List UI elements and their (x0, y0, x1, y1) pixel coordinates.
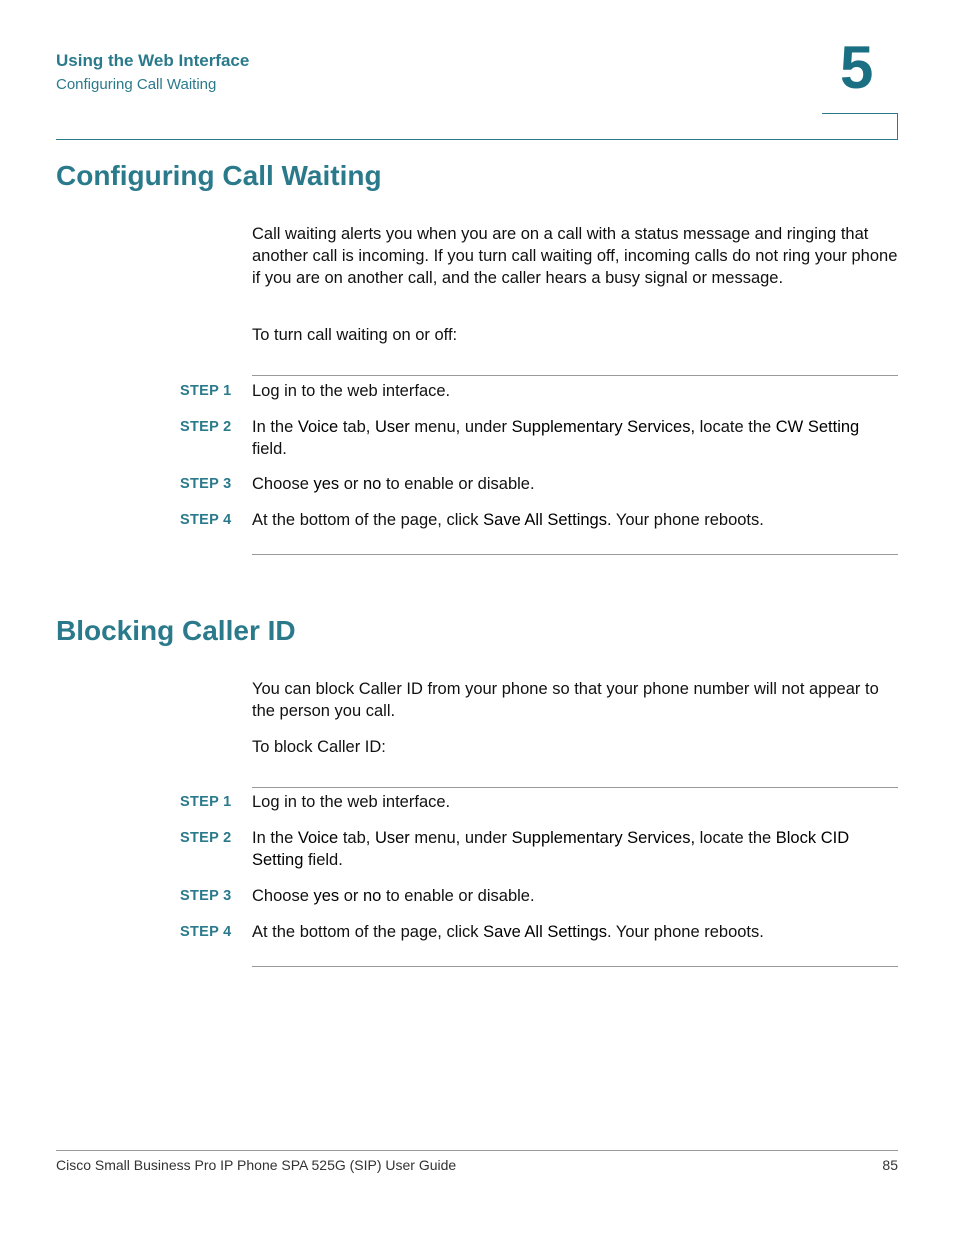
header-divider (56, 139, 898, 140)
step-text: In the Voice tab, User menu, under Supplementary Services, locate the CW Setting field. (252, 418, 860, 458)
procedure-lead: To block Caller ID: (252, 738, 386, 756)
step-text: At the bottom of the page, click Save All Settings. Your phone reboots. (252, 923, 764, 941)
step-text: Choose yes or no to enable or disable. (252, 887, 535, 905)
ui-term: Voice (297, 829, 339, 847)
step-text: In the Voice tab, User menu, under Supplementary Services, locate the Block CID Setting field. (252, 829, 850, 869)
step-text: Log in to the web interface. (252, 382, 451, 400)
section-intro: You can block Caller ID from your phone so that your phone number will not appear to the person you call. (252, 680, 879, 720)
ui-term: Supplementary Services, (511, 829, 696, 847)
procedure-bottom-rule (252, 554, 898, 555)
procedure-lead: To turn call waiting on or off: (252, 326, 458, 344)
ui-term: CW Setting (775, 418, 860, 436)
ui-term: User (374, 829, 410, 847)
procedure-top-rule (252, 375, 898, 376)
section-heading: Blocking Caller ID (56, 615, 296, 646)
step-label: STEP 4 (180, 924, 232, 940)
step-text: Log in to the web interface. (252, 793, 451, 811)
footer-divider (56, 1150, 898, 1151)
step-label: STEP 1 (180, 794, 232, 810)
footer-title: Cisco Small Business Pro IP Phone SPA 525G (SIP) User Guide (56, 1157, 457, 1173)
step-text: At the bottom of the page, click Save All Settings. Your phone reboots. (252, 511, 764, 529)
step-label: STEP 2 (180, 419, 232, 435)
step-label: STEP 3 (180, 476, 232, 492)
ui-term: yes (313, 887, 340, 905)
running-header-section: Configuring Call Waiting (56, 76, 217, 93)
step-label: STEP 4 (180, 512, 232, 528)
running-header-chapter: Using the Web Interface (56, 51, 250, 70)
step-label: STEP 1 (180, 383, 232, 399)
step-label: STEP 3 (180, 888, 232, 904)
procedure-top-rule (252, 787, 898, 788)
ui-term: yes (313, 475, 340, 493)
chapter-number: 5 (840, 34, 874, 101)
ui-term: Save All Settings (483, 923, 607, 941)
ui-term: Voice (297, 418, 339, 436)
section-intro: Call waiting alerts you when you are on a call with a status message and ringing that another call is incoming. If you turn call waiting off, incoming calls do not ring your phone if you are on another call, and the caller hears a busy signal or message. (252, 225, 898, 287)
step-text: Choose yes or no to enable or disable. (252, 475, 535, 493)
step-label: STEP 2 (180, 830, 232, 846)
section-heading: Configuring Call Waiting (56, 160, 382, 191)
ui-term: User (374, 418, 410, 436)
ui-term: no (363, 475, 382, 493)
ui-term: Supplementary Services, (511, 418, 696, 436)
page-number: 85 (882, 1157, 898, 1173)
ui-term: no (363, 887, 382, 905)
chapter-number-box (822, 113, 898, 140)
ui-term: Save All Settings (483, 511, 607, 529)
procedure-bottom-rule (252, 966, 898, 967)
ui-term: Block CID Setting (252, 829, 850, 869)
